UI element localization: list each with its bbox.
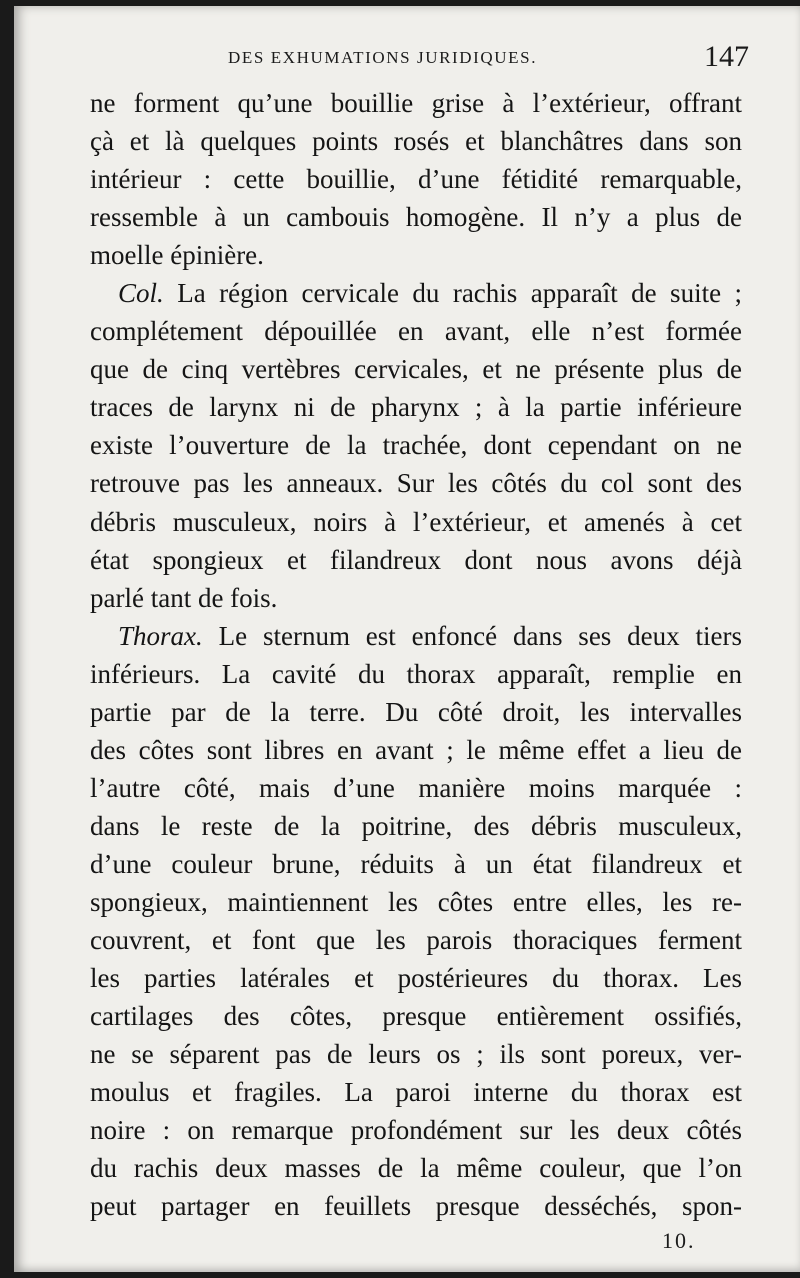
text-line bbox=[90, 274, 742, 312]
line-text: dans le reste de la poitrine, des débris musculeux, bbox=[90, 810, 742, 841]
text-line bbox=[90, 693, 742, 731]
text-line bbox=[90, 503, 742, 541]
line-text: du rachis deux masses de la même couleur, que l’on bbox=[90, 1153, 742, 1184]
line-text: existe l’ouverture de la trachée, dont cependant on ne bbox=[90, 430, 742, 461]
text-line bbox=[90, 579, 742, 617]
line-text: partie par de la terre. Du côté droit, les intervalles bbox=[90, 696, 742, 727]
text-line bbox=[90, 655, 742, 693]
text-line bbox=[90, 921, 742, 959]
page-header bbox=[14, 40, 800, 80]
line-text: cartilages des côtes, presque entièrement ossifiés, bbox=[90, 1001, 742, 1032]
text-line bbox=[90, 769, 742, 807]
running-head: DES EXHUMATIONS JURIDIQUES. bbox=[228, 48, 538, 67]
text-line bbox=[90, 388, 742, 426]
line-text: ne forment qu’une bouillie grise à l’extérieur, offrant bbox=[90, 88, 742, 118]
line-text: les parties latérales et postérieures du thorax. Les bbox=[90, 963, 742, 994]
text-line bbox=[90, 1035, 742, 1073]
text-line bbox=[90, 312, 742, 350]
text-line bbox=[90, 160, 742, 198]
text-line bbox=[90, 997, 742, 1035]
line-text: couvrent, et font que les parois thoraciques ferment bbox=[90, 925, 742, 956]
book-page bbox=[14, 6, 800, 1272]
line-text: ne se séparent pas de leurs os ; ils sont poreux, ver- bbox=[90, 1039, 742, 1070]
line-text: inférieurs. La cavité du thorax apparaît, remplie en bbox=[90, 658, 742, 689]
line-text: débris musculeux, noirs à l’extérieur, et amenés à cet bbox=[90, 506, 742, 537]
text-line bbox=[90, 845, 742, 883]
signature-mark: 10. bbox=[662, 1228, 696, 1253]
body-text bbox=[90, 84, 742, 1225]
line-text: intérieur : cette bouillie, d’une fétidité remarquable, bbox=[90, 164, 742, 195]
line-text: des côtes sont libres en avant ; le même effet a lieu de bbox=[90, 734, 742, 765]
line-text: traces de larynx ni de pharynx ; à la partie inférieure bbox=[90, 392, 742, 423]
text-line bbox=[90, 84, 742, 122]
text-line bbox=[90, 807, 742, 845]
line-text: noire : on remarque profondément sur les deux côtés bbox=[90, 1115, 742, 1146]
text-line bbox=[90, 959, 742, 997]
text-line bbox=[90, 464, 742, 502]
text-line bbox=[90, 198, 742, 236]
text-line bbox=[90, 426, 742, 464]
text-line bbox=[90, 1187, 742, 1225]
text-line bbox=[90, 1111, 742, 1149]
text-line bbox=[90, 617, 742, 655]
line-text: moelle épinière. bbox=[90, 240, 264, 271]
line-text: ressemble à un cambouis homogène. Il n’y a plus de bbox=[90, 202, 742, 233]
line-text: que de cinq vertèbres cervicales, et ne présente plus de bbox=[90, 354, 742, 385]
line-text: peut partager en feuillets presque desséchés, spon- bbox=[90, 1191, 742, 1222]
line-text: Le sternum est enfoncé dans ses deux tiers bbox=[202, 620, 742, 651]
text-line bbox=[90, 236, 742, 274]
text-line bbox=[90, 350, 742, 388]
line-text: parlé tant de fois. bbox=[90, 582, 278, 613]
text-line bbox=[90, 122, 742, 160]
line-text: complétement dépouillée en avant, elle n’est formée bbox=[90, 316, 742, 347]
line-text: retrouve pas les anneaux. Sur les côtés du col sont des bbox=[90, 468, 742, 499]
page-number: 147 bbox=[704, 40, 749, 73]
line-text: d’une couleur brune, réduits à un état filandreux et bbox=[90, 848, 742, 879]
line-text: moulus et fragiles. La paroi interne du thorax est bbox=[90, 1077, 742, 1108]
line-text: état spongieux et filandreux dont nous avons déjà bbox=[90, 544, 742, 575]
line-text: çà et là quelques points rosés et blanchâtres dans son bbox=[90, 126, 742, 157]
line-text: l’autre côté, mais d’une manière moins marquée : bbox=[90, 772, 742, 803]
text-line bbox=[90, 1073, 742, 1111]
text-line bbox=[90, 731, 742, 769]
line-text: spongieux, maintiennent les côtes entre elles, les re- bbox=[90, 886, 742, 917]
text-line bbox=[90, 541, 742, 579]
text-line bbox=[90, 883, 742, 921]
section-heading: Thorax. bbox=[118, 620, 203, 651]
text-line bbox=[90, 1149, 742, 1187]
line-text: La région cervicale du rachis apparaît de suite ; bbox=[163, 278, 742, 309]
section-heading: Col. bbox=[118, 278, 164, 309]
